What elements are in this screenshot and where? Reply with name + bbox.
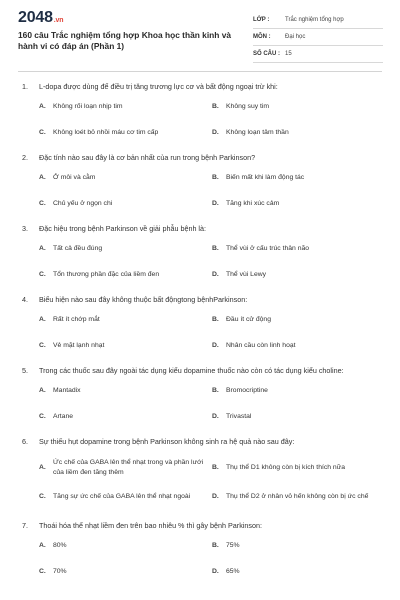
option-text: Nhân cầu còn linh hoạt — [226, 342, 296, 349]
option-letter: D. — [212, 342, 219, 349]
option-letter: C. — [39, 413, 46, 420]
logo-main: 2048 — [18, 9, 53, 26]
meta-label: SỐ CÂU : — [253, 51, 280, 57]
answer-option-c[interactable] — [39, 341, 204, 351]
answer-option-d[interactable] — [212, 486, 382, 508]
option-text: Đầu ít cử động — [226, 316, 271, 323]
question-number: 2. — [22, 153, 28, 162]
option-letter: D. — [212, 413, 219, 420]
question-number: 1. — [22, 82, 28, 91]
site-logo[interactable] — [18, 9, 63, 27]
answer-option-c[interactable] — [39, 567, 204, 577]
answer-option-b[interactable] — [212, 315, 382, 325]
option-letter: A. — [39, 245, 46, 252]
answer-option-c[interactable] — [39, 486, 204, 508]
answer-option-a[interactable] — [39, 102, 204, 112]
answer-option-c[interactable] — [39, 412, 204, 422]
option-text: Thể vùi ở cấu trúc thân não — [226, 245, 310, 252]
option-letter: C. — [39, 200, 46, 207]
option-text: 65% — [226, 568, 240, 575]
option-letter: B. — [212, 542, 219, 549]
option-letter: B. — [212, 103, 219, 110]
meta-value: Đại học — [285, 34, 306, 40]
option-text: Tăng khi xúc cảm — [226, 200, 280, 207]
answer-option-c[interactable] — [39, 128, 204, 138]
meta-row-class — [253, 15, 383, 29]
question-text — [0, 365, 400, 376]
option-letter: D. — [212, 200, 219, 207]
option-text: Không loạn tâm thần — [226, 129, 289, 136]
option-text: Không rối loạn nhịp tim — [53, 103, 123, 110]
answer-option-b[interactable] — [212, 386, 382, 396]
option-text: 75% — [226, 542, 240, 549]
document-title: 160 câu Trắc nghiệm tổng hợp Khoa học thần kinh và hành vi có đáp án (Phần 1) — [18, 30, 232, 51]
answer-option-b[interactable] — [212, 541, 382, 551]
answer-option-b[interactable] — [212, 244, 382, 254]
option-text: Trivastal — [226, 413, 252, 420]
option-text: Biến mất khi làm động tác — [226, 174, 305, 181]
question-number: 4. — [22, 295, 28, 304]
answer-option-a[interactable] — [39, 315, 204, 325]
question-item — [0, 223, 400, 284]
answer-option-a[interactable] — [39, 457, 204, 479]
question-text — [0, 152, 400, 163]
option-letter: A. — [39, 174, 46, 181]
option-letter: D. — [212, 568, 219, 575]
option-letter: A. — [39, 387, 46, 394]
option-text: Tăng sự ức chế của GABA lên thể nhạt ngoài — [53, 493, 191, 500]
option-text: Thể vùi Lewy — [226, 271, 267, 278]
option-letter: C. — [39, 342, 46, 349]
question-item — [0, 152, 400, 213]
question-stem: Thoái hóa thể nhạt liềm đen trên bao nhiêu % thì gây bệnh Parkinson: — [39, 521, 262, 530]
question-item — [0, 294, 400, 355]
question-item — [0, 81, 400, 142]
logo-tld: .vn — [53, 17, 64, 24]
question-text — [0, 520, 400, 531]
question-stem: Biểu hiện nào sau đây không thuộc bất độngtong bệnhParkinson: — [39, 295, 248, 304]
answer-option-d[interactable] — [212, 128, 382, 138]
option-text: Mantadix — [53, 387, 81, 394]
question-number: 6. — [22, 437, 28, 446]
option-text: 70% — [53, 568, 67, 575]
answer-options — [0, 315, 400, 355]
question-text — [0, 223, 400, 234]
answer-option-d[interactable] — [212, 412, 382, 422]
header-divider — [18, 71, 382, 72]
option-letter: D. — [212, 129, 219, 136]
answer-option-d[interactable] — [212, 199, 382, 209]
option-text: Không loét bỏ nhồi máu cơ tim cấp — [53, 129, 159, 136]
meta-row-count — [253, 49, 383, 63]
question-stem: L-dopa được dùng để điều trị tăng trương lực cơ và bất động ngoại trừ khi: — [39, 82, 278, 91]
question-number: 7. — [22, 521, 28, 530]
answer-options — [0, 386, 400, 426]
option-text: Ức chế của GABA lên thể nhạt trong và phần lưới của liềm đen tăng thêm — [53, 459, 204, 476]
option-text: Chủ yếu ở ngọn chi — [53, 200, 113, 207]
answer-option-b[interactable] — [212, 457, 382, 479]
question-stem: Trong các thuốc sau đây ngoài tác dụng kiểu dopamine thuốc nào còn có tác dụng kiểu choline: — [39, 366, 344, 375]
option-letter: D. — [212, 271, 219, 278]
question-text — [0, 294, 400, 305]
answer-options — [0, 541, 400, 581]
question-item — [0, 365, 400, 426]
meta-value: Trắc nghiệm tổng hợp — [285, 17, 344, 23]
question-stem: Đặc hiệu trong bệnh Parkinson về giải phẫu bệnh là: — [39, 224, 207, 233]
answer-options — [0, 457, 400, 510]
option-text: Bromocriptine — [226, 387, 268, 394]
page-header — [0, 0, 400, 64]
option-text: Thụ thể D1 không còn bị kích thích nữa — [226, 464, 346, 471]
option-text: Vẻ mặt lạnh nhạt — [53, 342, 105, 349]
option-letter: B. — [212, 316, 219, 323]
option-text: Thụ thể D2 ở nhân vỏ hến không còn bị ức chế — [226, 493, 369, 500]
option-letter: D. — [212, 493, 219, 500]
option-text: Tổn thương phần đặc của liềm đen — [53, 271, 160, 278]
option-text: Rất ít chớp mắt — [53, 316, 100, 323]
question-number: 5. — [22, 366, 28, 375]
meta-label: MÔN : — [253, 34, 271, 40]
answer-option-b[interactable] — [212, 173, 382, 183]
answer-option-a[interactable] — [39, 244, 204, 254]
answer-options — [0, 173, 400, 213]
option-text: Không suy tim — [226, 103, 270, 110]
option-letter: B. — [212, 174, 219, 181]
answer-option-c[interactable] — [39, 270, 204, 280]
question-stem: Sự thiếu hụt dopamine trong bệnh Parkinson không sinh ra hệ quả nào sau đây: — [39, 437, 295, 446]
option-text: Artane — [53, 413, 74, 420]
option-text: Ở môi và cằm — [53, 174, 96, 181]
meta-label: LỚP : — [253, 17, 270, 23]
question-stem: Đặc tính nào sau đây là cơ bản nhất của run trong bệnh Parkinson? — [39, 153, 256, 162]
option-letter: A. — [39, 316, 46, 323]
question-text — [0, 436, 400, 447]
question-item — [0, 436, 400, 510]
option-letter: C. — [39, 493, 46, 500]
option-letter: B. — [212, 387, 219, 394]
meta-value: 15 — [285, 51, 292, 57]
answer-options — [0, 244, 400, 284]
option-text: 80% — [53, 542, 67, 549]
answer-option-a[interactable] — [39, 386, 204, 396]
question-number: 3. — [22, 224, 28, 233]
answer-option-a[interactable] — [39, 173, 204, 183]
answer-option-d[interactable] — [212, 341, 382, 351]
option-letter: B. — [212, 464, 219, 471]
answer-option-d[interactable] — [212, 567, 382, 577]
option-letter: B. — [212, 245, 219, 252]
option-letter: A. — [39, 103, 46, 110]
meta-row-subject — [253, 32, 383, 46]
question-item — [0, 520, 400, 581]
answer-options — [0, 102, 400, 142]
option-text: Tất cả đều đúng — [53, 245, 103, 252]
question-list — [0, 81, 400, 591]
option-letter: A. — [39, 542, 46, 549]
question-text — [0, 81, 400, 92]
answer-option-d[interactable] — [212, 270, 382, 280]
option-letter: C. — [39, 271, 46, 278]
answer-option-b[interactable] — [212, 102, 382, 112]
answer-option-c[interactable] — [39, 199, 204, 209]
option-letter: C. — [39, 568, 46, 575]
document-meta — [253, 15, 383, 66]
option-letter: C. — [39, 129, 46, 136]
option-letter: A. — [39, 464, 46, 471]
answer-option-a[interactable] — [39, 541, 204, 551]
